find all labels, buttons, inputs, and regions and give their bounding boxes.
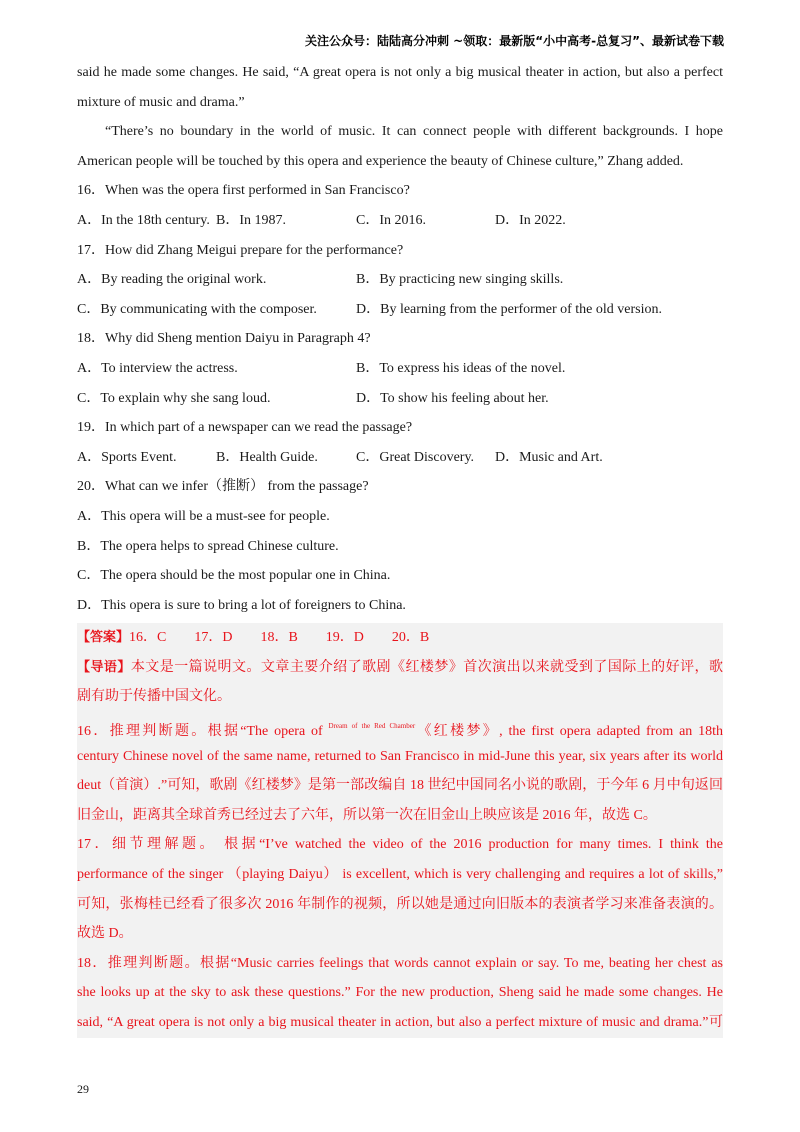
options-row	[77, 443, 723, 473]
document-body	[77, 58, 723, 1038]
question-stem: 16．When was the opera first performed in San Francisco?	[77, 183, 410, 199]
option-a: A．To interview the actress.	[77, 360, 238, 376]
option-d: D．By learning from the performer of the old version.	[356, 301, 662, 317]
passage-line: American people will be touched by this opera and experience the beauty of Chinese culture,” Zhang added.	[77, 153, 684, 169]
answer-key	[77, 623, 723, 653]
passage-line: said he made some changes. He said, “A great opera is not only a big musical theater in action, but also a perfect	[77, 65, 723, 80]
explanation-16: 旧金山，距离其全球首秀已经过去了六年，所以第一次在旧金山上映应该是 2016 年，故选 C。	[77, 807, 657, 823]
options-row	[77, 206, 723, 236]
option-c: C．Great Discovery.	[356, 449, 475, 465]
question-stem: 20．What can we infer（推断） from the passage?	[77, 479, 369, 495]
option-d: D．Music and Art.	[495, 449, 603, 465]
guide-line: 剧有助于传播中国文化。	[77, 689, 231, 705]
explanation-17: 可知，张梅桂已经看了很多次 2016 年制作的视频，所以她是通过向旧版本的表演者学习来准备表演的。	[77, 896, 723, 912]
question-stem: 18．Why did Sheng mention Daiyu in Paragraph 4?	[77, 331, 371, 347]
option-d: D．To show his feeling about her.	[356, 390, 549, 406]
options-row	[77, 354, 723, 384]
option-c: C．The opera should be the most popular one in China.	[77, 568, 391, 584]
page-number: 29	[77, 1082, 89, 1096]
option-d: D．In 2022.	[495, 212, 566, 228]
option-c: C．To explain why she sang loud.	[77, 390, 271, 406]
guide-line	[77, 653, 723, 683]
option-c: C．By communicating with the composer.	[77, 301, 317, 317]
option-b: B．Health Guide.	[216, 449, 318, 465]
passage-line: mixture of music and drama.”	[77, 94, 245, 110]
option-d: D．This opera is sure to bring a lot of foreigners to China.	[77, 597, 406, 613]
page-header: 关注公众号：陆陆高分冲刺 ~领取：最新版“小中高考-总复习”、最新试卷下载	[305, 34, 724, 48]
explanation-17: performance of the singer （playing Daiyu） is excellent, which is very challenging and requires a lot of skills,”	[77, 867, 723, 883]
explanation-18: said, “A great opera is not only a big musical theater in action, but also a perfect mixture of music and drama.”可	[77, 1015, 723, 1030]
option-b: B．The opera helps to spread Chinese culture.	[77, 538, 339, 554]
option-a: A．In the 18th century.	[77, 212, 210, 228]
guide-text: 本文是一篇说明文。文章主要介绍了歌剧《红楼梦》首次演出以来就受到了国际上的好评，歌	[130, 659, 723, 675]
option-a: A．Sports Event.	[77, 449, 177, 465]
question-stem: 19．In which part of a newspaper can we read the passage?	[77, 420, 413, 436]
explanation-17: 17．细节理解题。 根据“I’ve watched the video of the 2016 production for many times. I think the	[77, 837, 723, 853]
option-c: C．In 2016.	[356, 212, 426, 228]
guide-tag: 【导语】	[77, 659, 131, 675]
explanation-16: deut（首演）.”可知，歌剧《红楼梦》是第一部改编自 18 世纪中国同名小说的歌剧，于今年 6 月中旬返回	[77, 778, 723, 794]
passage-line: “There’s no boundary in the world of music. It can connect people with different backgrounds. I hope	[105, 124, 723, 140]
options-row	[77, 295, 723, 325]
option-a: A．This opera will be a must-see for people.	[77, 508, 330, 524]
superscript-title: Dream of the Red Chamber	[328, 722, 416, 731]
option-b: B．In 1987.	[216, 212, 286, 228]
explanation-18: 18．推理判断题。根据“Music carries feelings that words cannot explain or say. To me, beating her chest as	[77, 955, 723, 971]
options-row	[77, 384, 723, 414]
explanation-16	[77, 712, 723, 742]
option-a: A．By reading the original work.	[77, 272, 267, 288]
question-stem: 17．How did Zhang Meigui prepare for the performance?	[77, 242, 404, 258]
option-b: B．By practicing new singing skills.	[356, 272, 564, 288]
explanation-text: 《红楼梦》, the first opera adapted from an 18th	[415, 724, 723, 740]
options-row	[77, 265, 723, 295]
answer-section	[77, 623, 723, 1037]
explanation-17: 故选 D。	[77, 926, 133, 942]
explanation-18: she looks up at the sky to ask these questions.” For the new production, Sheng said he made some changes. He	[77, 985, 723, 1001]
explanation-text: 16．推理判断题。根据“The opera of	[77, 724, 329, 740]
explanation-16: century Chinese novel of the same name, returned to San Francisco in mid-June this year, six years after its world	[77, 748, 723, 764]
answer-tag: 【答案】	[77, 630, 130, 646]
option-b: B．To express his ideas of the novel.	[356, 360, 566, 376]
answer-key-text: 16．C 17．D 18．B 19．D 20．B	[129, 630, 430, 646]
